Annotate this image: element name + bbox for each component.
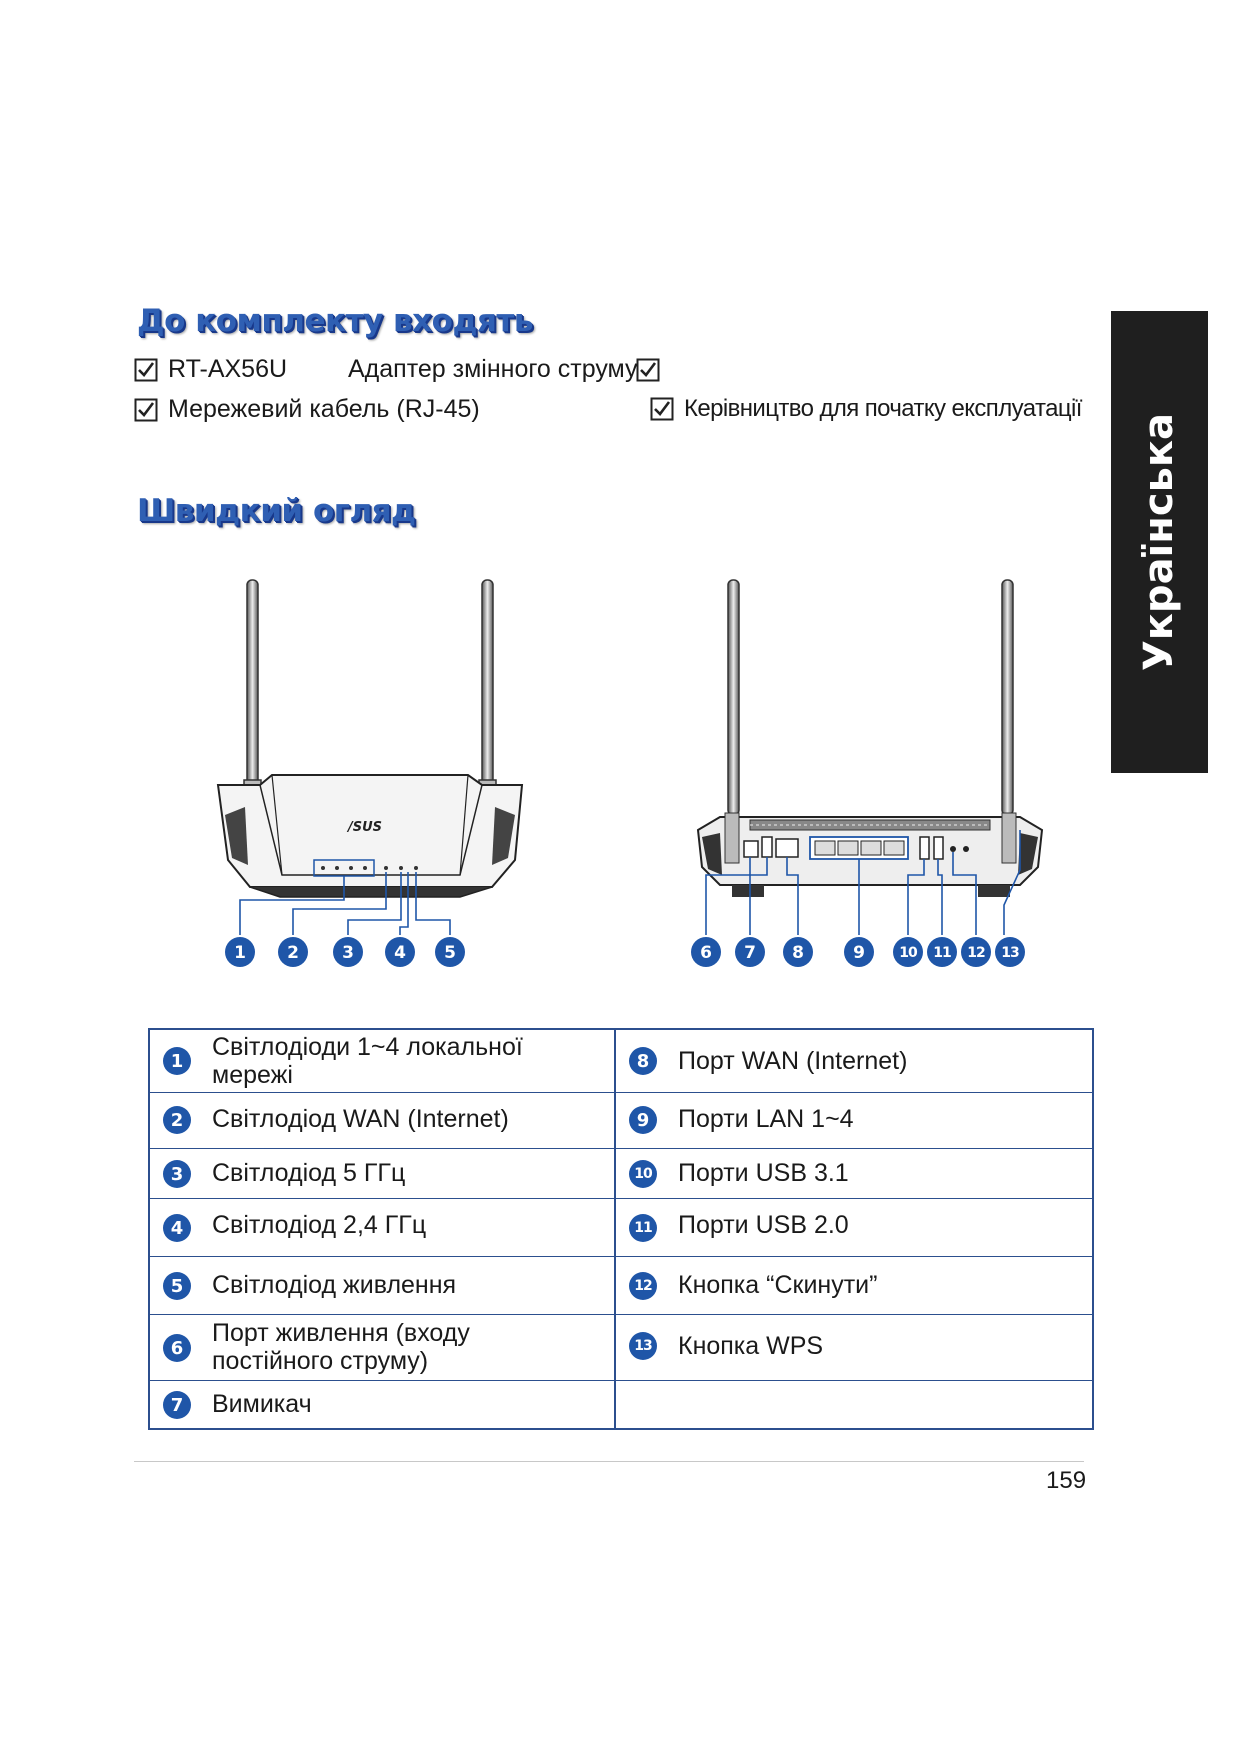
part-label: Світлодіод 2,4 ГГц	[212, 1211, 427, 1239]
part-number-badge: 2	[163, 1106, 191, 1134]
part-number-badge: 7	[163, 1391, 191, 1419]
rear-ports	[744, 837, 969, 859]
part-number-badge: 9	[629, 1106, 657, 1134]
callout-7-label: 7	[744, 943, 756, 963]
part-label: Кнопка WPS	[678, 1332, 824, 1360]
part-number-badge: 5	[163, 1272, 191, 1300]
table-row	[150, 1380, 1092, 1429]
part-number-badge: 12	[629, 1272, 657, 1300]
checkbox-icon	[650, 397, 674, 421]
language-tab-label: Українська	[1136, 412, 1183, 672]
package-item-adapter	[348, 355, 660, 384]
router-back-diagram	[680, 575, 1060, 975]
usb20-port	[934, 837, 943, 859]
usb31-port	[920, 837, 929, 859]
table-row	[150, 1148, 1092, 1199]
part-label: Вимикач	[212, 1390, 312, 1418]
part-label: Світлодіод живлення	[212, 1271, 457, 1299]
wan-port	[776, 839, 798, 857]
table-row	[150, 1198, 1092, 1257]
package-item-label: Керівництво для початку експлуатації	[684, 395, 1082, 422]
part-label	[212, 1033, 523, 1089]
callout-2-label: 2	[287, 943, 299, 963]
part-label: Світлодіод 5 ГГц	[212, 1159, 406, 1187]
part-label: Порти USB 2.0	[678, 1211, 849, 1239]
asus-logo: /SUS	[348, 820, 383, 835]
part-number-badge: 1	[163, 1047, 191, 1075]
wps-button	[963, 846, 969, 852]
callout-6-label: 6	[700, 943, 712, 963]
reset-button	[950, 846, 956, 852]
part-number-badge: 8	[629, 1047, 657, 1075]
overview-title: Швидкий огляд	[137, 493, 416, 529]
package-item-router	[134, 355, 287, 384]
callout-3-label: 3	[342, 943, 354, 963]
callout-8-label: 8	[792, 943, 804, 963]
part-label: Порт WAN (Internet)	[678, 1047, 908, 1075]
back-callouts	[691, 937, 1025, 967]
power-switch	[762, 837, 772, 857]
callout-9-label: 9	[853, 943, 865, 963]
package-item-guide	[650, 395, 1082, 423]
part-label	[212, 1319, 470, 1375]
checkbox-icon	[636, 358, 660, 382]
front-callouts	[225, 937, 465, 967]
antenna-left	[244, 580, 261, 805]
table-row	[150, 1256, 1092, 1315]
part-number-badge: 11	[629, 1214, 657, 1242]
part-label: Світлодіод WAN (Internet)	[212, 1105, 509, 1133]
antenna-left	[728, 580, 739, 815]
language-tab	[1111, 311, 1208, 773]
callout-4-label: 4	[394, 943, 406, 963]
table-row	[150, 1314, 1092, 1381]
package-item-label: Адаптер змінного струму	[348, 355, 638, 383]
router-body	[218, 775, 522, 897]
part-label-line: Світлодіоди 1~4 локальної	[212, 1033, 523, 1061]
checkbox-icon	[134, 398, 158, 422]
part-number-badge: 4	[163, 1214, 191, 1242]
page-number: 159	[1046, 1467, 1087, 1494]
package-item-label: Мережевий кабель (RJ-45)	[168, 395, 480, 423]
parts-table	[148, 1028, 1094, 1430]
part-number-badge: 3	[163, 1160, 191, 1188]
part-label: Кнопка “Скинути”	[678, 1271, 878, 1299]
router-front-diagram	[210, 575, 540, 975]
footer-divider	[134, 1461, 1084, 1462]
part-label: Порти USB 3.1	[678, 1159, 849, 1187]
table-row	[150, 1092, 1092, 1149]
part-label-line: Порт живлення (входу	[212, 1319, 470, 1347]
callout-13-label: 13	[1001, 945, 1019, 961]
package-item-label: RT-AX56U	[168, 355, 288, 383]
dc-in-port	[744, 841, 758, 857]
table-row	[150, 1030, 1092, 1092]
part-label-line: постійного струму)	[212, 1347, 429, 1375]
part-number-badge: 10	[629, 1160, 657, 1188]
antenna-right	[479, 580, 496, 805]
package-title: До комплекту входять	[137, 303, 533, 339]
callout-10-label: 10	[899, 945, 917, 961]
part-number-badge: 6	[163, 1334, 191, 1362]
callout-1-label: 1	[234, 943, 246, 963]
callout-11-label: 11	[933, 945, 951, 961]
part-number-badge: 13	[629, 1332, 657, 1360]
part-label: Порти LAN 1~4	[678, 1105, 854, 1133]
antenna-right	[1002, 580, 1013, 815]
callout-12-label: 12	[967, 945, 985, 961]
checkbox-icon	[134, 358, 158, 382]
part-label-line: мережі	[212, 1061, 293, 1089]
callout-5-label: 5	[444, 943, 456, 963]
package-item-cable	[134, 395, 480, 424]
